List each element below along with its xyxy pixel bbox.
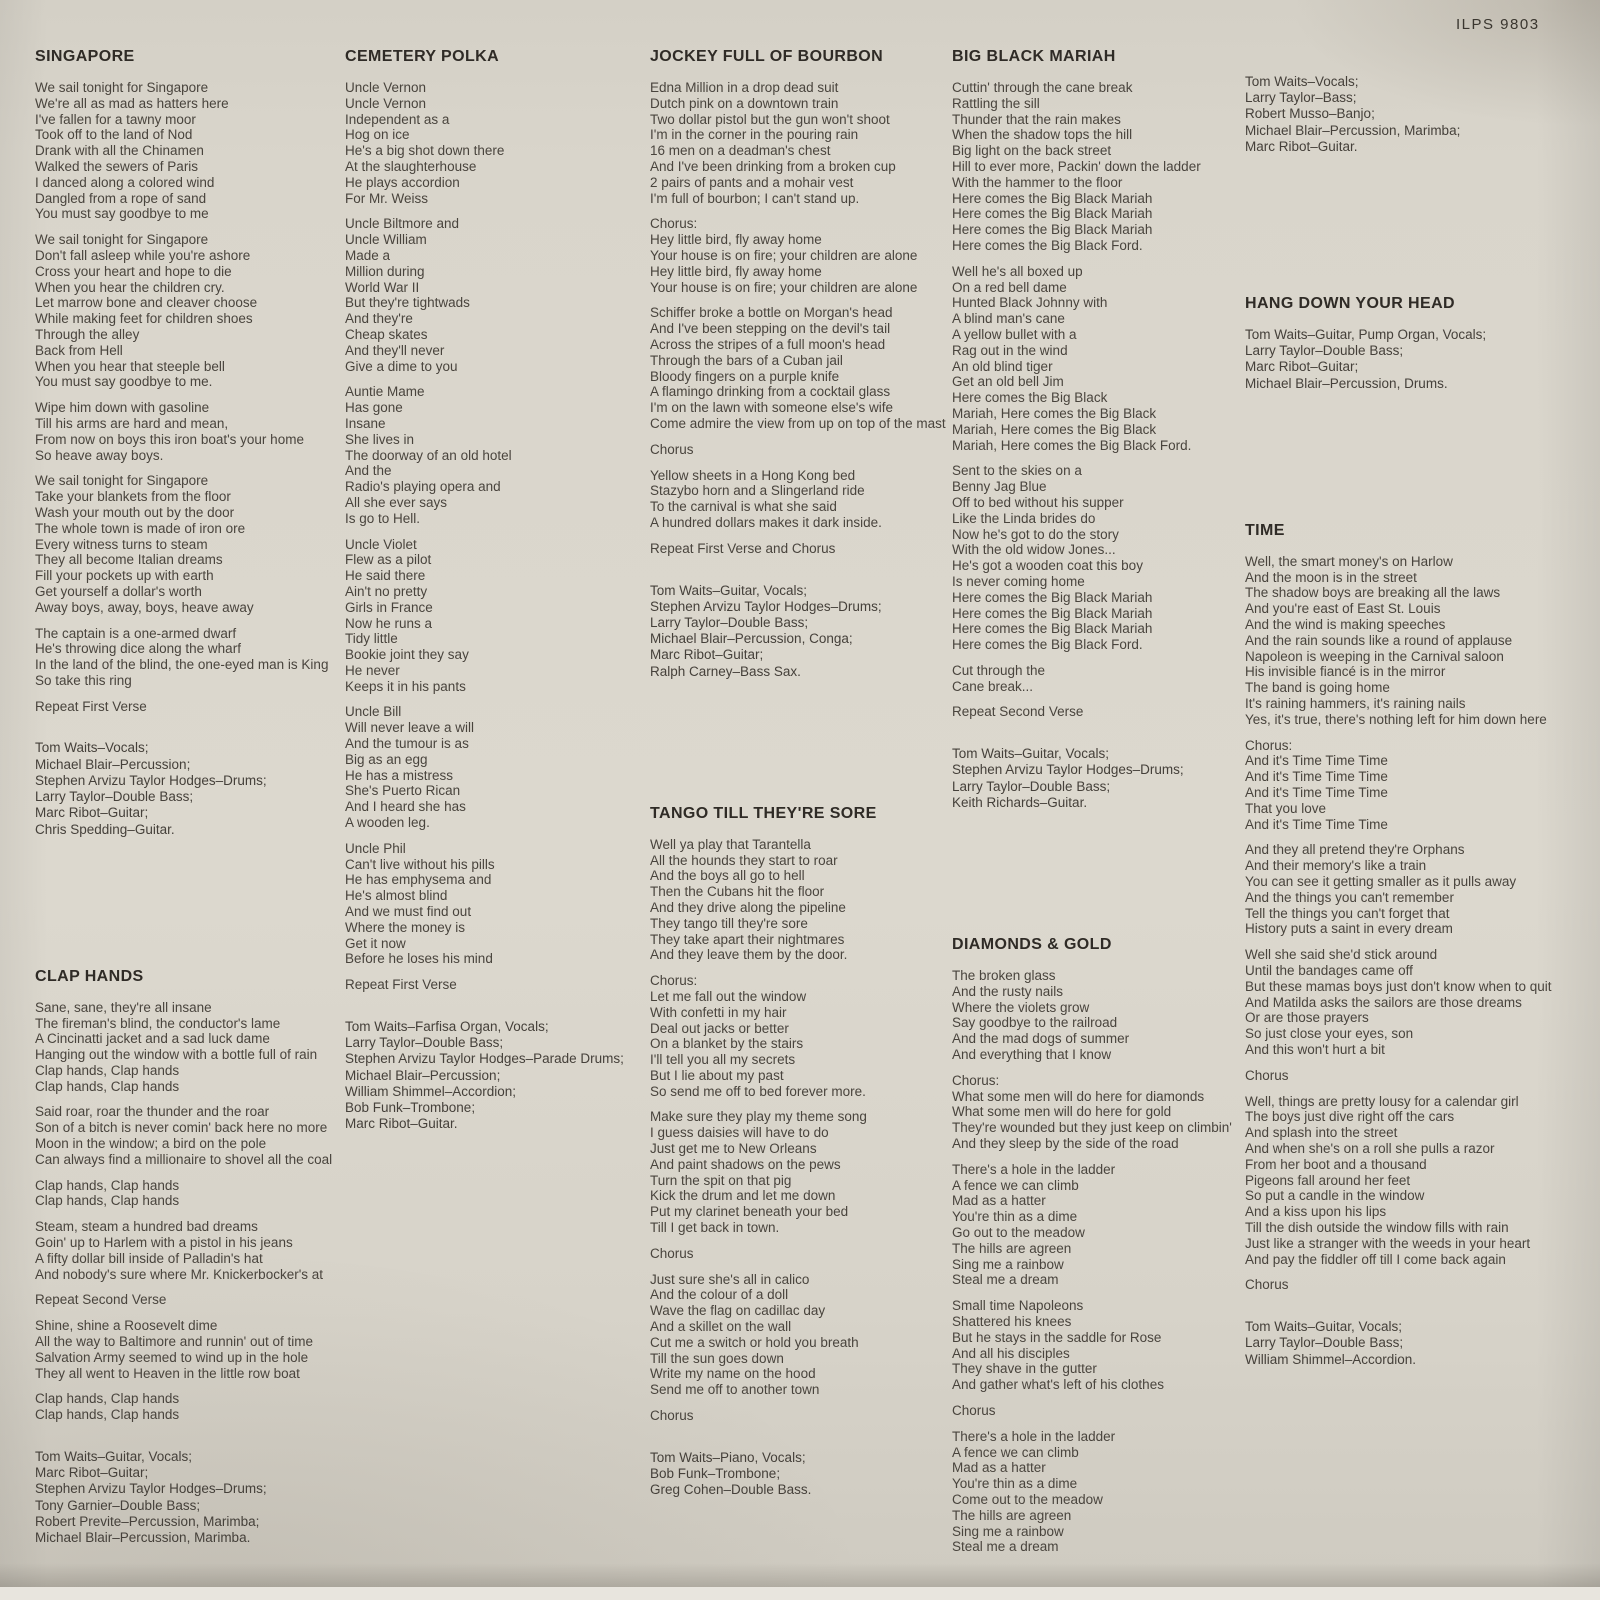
song-section — [35, 48, 337, 838]
stanza: Schiffer broke a bottle on Morgan's head And I've been stepping on the devil's tail Across the stripes of a full moon's head Through the bars of a Cuban jail Bloody fingers on a purple knife A flamingo drinking from a cocktail glass I'm on the lawn with someone else's wife Come admire the view from up on top of the mast — [650, 305, 946, 431]
stanza: Repeat First Verse — [345, 977, 457, 993]
stanza: Well, things are pretty lousy for a calendar girl The boys just dive right off the cars And splash into the street And when she's on a roll she pulls a razor From her boot and a thousand Pigeons fall around her feet So put a candle in the window And a kiss upon his lips Till the dish outside the window fills with rain Just like a stranger with the weeds in your heart And pay the fiddler off till I come back again — [1245, 1093, 1531, 1267]
stanza: We sail tonight for Singapore Don't fall asleep while you're ashore Cross your heart and hope to die When you hear the children cry. Let marrow bone and cleaver choose While making feet for children shoes Through the alley Back from Hell When you hear that steeple bell You must say goodbye to me. — [35, 232, 258, 390]
stanza: Chorus — [1245, 1067, 1289, 1083]
stanza: Small time Napoleons Shattered his knees But he stays in the saddle for Rose And all his disciples They shave in the gutter And gather what's left of his clothes — [952, 1298, 1164, 1393]
stanza: Yellow sheets in a Hong Kong bed Stazybo horn and a Slingerland ride To the carnival is what she said A hundred dollars makes it dark inside. — [650, 467, 882, 530]
musician-credits: Tom Waits–Guitar, Vocals; Stephen Arvizu Taylor Hodges–Drums; Larry Taylor–Double Bass; Keith Richards–Guitar. — [952, 746, 1184, 810]
song-section — [35, 968, 337, 1547]
stanza: Well ya play that Tarantella All the hounds they start to roar And the boys all go to hell Then the Cubans hit the floor And they drive along the pipeline They tango till they're sore They take apart their nightmares And they leave them by the door. — [650, 836, 848, 963]
musician-credits: Tom Waits–Vocals; Michael Blair–Percussion; Stephen Arvizu Taylor Hodges–Drums; Larry Taylor–Double Bass; Marc Ribot–Guitar; Chris Spedding–Guitar. — [35, 740, 267, 837]
stanza: Wipe him down with gasoline Till his arms are hard and mean, From now on boys this iron boat's your home So heave away boys. — [35, 400, 304, 463]
musician-credits: Tom Waits–Piano, Vocals; Bob Funk–Trombone; Greg Cohen–Double Bass. — [650, 1449, 812, 1498]
stanza: Sent to the skies on a Benny Jag Blue Off to bed without his supper Like the Linda brides do Now he's got to do the story With the old widow Jones... He's got a wooden coat this boy Is never coming home Here comes the Big Black Mariah Here comes the Big Black Mariah Here comes the Big Black Mariah Here comes the Big Black Ford. — [952, 463, 1153, 653]
stanza: Chorus: Let me fall out the window With confetti in my hair Deal out jacks or better On a blanket by the stairs I'll tell you all my secrets But I lie about my past So send me off to bed forever more. — [650, 973, 866, 1099]
stanza: Clap hands, Clap hands Clap hands, Clap hands — [35, 1177, 180, 1209]
song-section — [952, 48, 1244, 811]
stanza: There's a hole in the ladder A fence we can climb Mad as a hatter You're thin as a dime Go out to the meadow The hills are agreen Sing me a rainbow Steal me a dream — [952, 1161, 1116, 1288]
stanza: There's a hole in the ladder A fence we can climb Mad as a hatter You're thin as a dime Come out to the meadow The hills are agreen Sing me a rainbow Steal me a dream — [952, 1428, 1116, 1555]
sleeve-bottom-shadow — [0, 1563, 1600, 1587]
stanza: Uncle Bill Will never leave a will And the tumour is as Big as an egg He has a mistress She's Puerto Rican And I heard she has A wooden leg. — [345, 704, 475, 831]
stanza: Chorus — [650, 441, 694, 457]
stanza: Edna Million in a drop dead suit Dutch pink on a downtown train Two dollar pistol but the gun won't shoot I'm in the corner in the pouring rain 16 men on a deadman's chest And I've been drinking from a broken cup 2 pairs of pants and a mohair vest I'm full of bourbon; I can't stand up. — [650, 80, 896, 206]
song-title: JOCKEY FULL OF BOURBON — [650, 48, 884, 65]
musician-credits: Tom Waits–Farfisa Organ, Vocals; Larry Taylor–Double Bass; Stephen Arvizu Taylor Hodges–Parade Drums; Michael Blair–Percussion; William Shimmel–Accordion; Bob Funk–Trombone; Marc Ribot–Guitar. — [345, 1019, 624, 1132]
stanza: Uncle Biltmore and Uncle William Made a Million during World War II But they're tightwads And they're Cheap skates And they'll never Give a dime to you — [345, 216, 470, 374]
stanza: Chorus — [1245, 1277, 1289, 1293]
stanza: Well she said she'd stick around Until the bandages came off But these mamas boys just don't know when to quit And Matilda asks the sailors are those dreams Or are those prayers So just close your eyes, son And this won't hurt a bit — [1245, 947, 1552, 1057]
column — [35, 48, 337, 1546]
musician-credits: Tom Waits–Guitar, Vocals; Larry Taylor–Double Bass; William Shimmel–Accordion. — [1245, 1319, 1417, 1367]
stanza: The broken glass And the rusty nails Where the violets grow Say goodbye to the railroad And the mad dogs of summer And everything that I know — [952, 968, 1130, 1063]
song-section — [952, 936, 1244, 1555]
stanza: Repeat First Verse — [35, 698, 147, 714]
stanza: Cut through the Cane break... — [952, 662, 1046, 694]
song-title: DIAMONDS & GOLD — [952, 936, 1112, 954]
stanza: Sane, sane, they're all insane The fireman's blind, the conductor's lame A Cincinatti jacket and a sad luck dame Hanging out the window with a bottle full of rain Clap hands, Clap hands Clap hands, Clap hands — [35, 999, 318, 1094]
stanza: Chorus: Hey little bird, fly away home Your house is on fire; your children are alone Hey little bird, fly away home Your house is on fire; your children are alone — [650, 216, 918, 295]
stanza: Well he's all boxed up On a red bell dame Hunted Black Johnny with A blind man's cane A yellow bullet with a Rag out in the wind An old blind tiger Get an old bell Jim Here comes the Big Black Mariah, Here comes the Big Black Mariah, Here comes the Big Black Mariah, Here comes the Big Black Ford. — [952, 263, 1192, 453]
song-title: CLAP HANDS — [35, 967, 144, 985]
musician-credits: Tom Waits–Vocals; Larry Taylor–Bass; Robert Musso–Banjo; Michael Blair–Percussion, Marimba; Marc Ribot–Guitar. — [1245, 74, 1461, 154]
song-section — [345, 48, 647, 1132]
song-title: BIG BLACK MARIAH — [952, 48, 1116, 65]
column — [345, 48, 647, 1132]
stanza: Chorus: And it's Time Time Time And it's Time Time Time And it's Time Time Time That you love And it's Time Time Time — [1245, 737, 1388, 832]
stanza: Clap hands, Clap hands Clap hands, Clap hands — [35, 1391, 180, 1423]
stanza: The captain is a one-armed dwarf He's throwing dice along the wharf In the land of the blind, the one-eyed man is King So take this ring — [35, 625, 329, 688]
song-title: SINGAPORE — [35, 48, 135, 65]
stanza: Chorus: What some men will do here for diamonds What some men will do here for gold They're wounded but they just keep on climbin' And they sleep by the side of the road — [952, 1072, 1232, 1152]
stanza: Chorus — [650, 1408, 694, 1424]
column — [650, 48, 958, 1498]
stanza: Uncle Violet Flew as a pilot He said there Ain't no pretty Girls in France Now he runs a Tidy little Bookie joint they say He never Keeps it in his pants — [345, 536, 469, 694]
song-section — [1245, 522, 1590, 1368]
stanza: Repeat Second Verse — [952, 704, 1084, 720]
song-title: CEMETERY POLKA — [345, 48, 500, 65]
stanza: Uncle Vernon Uncle Vernon Independent as a Hog on ice He's a big shot down there At the slaughterhouse He plays accordion For Mr. Weiss — [345, 80, 505, 206]
stanza: Repeat First Verse and Chorus — [650, 540, 836, 556]
column — [1245, 48, 1590, 1368]
stanza: Steam, steam a hundred bad dreams Goin' up to Harlem with a pistol in his jeans A fifty dollar bill inside of Palladin's hat And nobody's sure where Mr. Knickerbocker's at — [35, 1219, 324, 1282]
musician-credits: Tom Waits–Guitar, Vocals; Stephen Arvizu Taylor Hodges–Drums; Larry Taylor–Double Bass; Michael Blair–Percussion, Conga; Marc Ribot–Guitar; Ralph Carney–Bass Sax. — [650, 582, 882, 679]
catalog-number: ILPS 9803 — [1456, 16, 1540, 33]
stanza: Well, the smart money's on Harlow And the moon is in the street The shadow boys are breaking all the laws And you're east of East St. Louis And the wind is making speeches And the rain sounds like a round of applause Napoleon is weeping in the Carnival saloon His invisible fiancé is in the mirror The band is going home It's raining hammers, it's raining nails Yes, it's true, there's nothing left for him down here — [1245, 553, 1547, 727]
stanza: Repeat Second Verse — [35, 1292, 167, 1308]
stanza: Cuttin' through the cane break Rattling the sill Thunder that the rain makes When the shadow tops the hill Big light on the back street Hill to ever more, Packin' down the ladder With the hammer to the floor Here comes the Big Black Mariah Here comes the Big Black Mariah Here comes the Big Black Mariah Here comes the Big Black Ford. — [952, 80, 1201, 253]
musician-credits: Tom Waits–Guitar, Vocals; Marc Ribot–Guitar; Stephen Arvizu Taylor Hodges–Drums; Tony Garnier–Double Bass; Robert Previte–Percussion, Marimba; Michael Blair–Percussion, Marimba. — [35, 1449, 267, 1546]
stanza: Just sure she's all in calico And the colour of a doll Wave the flag on cadillac day And a skillet on the wall Cut me a switch or hold you breath Till the sun goes down Write my name on the hood Send me off to another town — [650, 1271, 859, 1398]
song-title: HANG DOWN YOUR HEAD — [1245, 295, 1455, 313]
column — [952, 48, 1244, 1565]
song-title: TANGO TILL THEY'RE SORE — [650, 804, 877, 822]
stanza: Shine, shine a Roosevelt dime All the way to Baltimore and runnin' out of time Salvation Army seemed to wind up in the hole They all went to Heaven in the little row boat — [35, 1318, 313, 1381]
song-section — [650, 48, 958, 680]
stanza: Chorus — [650, 1245, 694, 1261]
stanza: We sail tonight for Singapore Take your blankets from the floor Wash your mouth out by the door The whole town is made of iron ore Every witness turns to steam They all become Italian dreams Fill your pockets up with earth Get yourself a dollar's worth Away boys, away, boys, heave away — [35, 473, 254, 615]
background-surface — [0, 1587, 1600, 1600]
stanza: We sail tonight for Singapore We're all as mad as hatters here I've fallen for a tawny moor Took off to the land of Nod Drank with all the Chinamen Walked the sewers of Paris I danced along a colored wind Dangled from a rope of sand You must say goodbye to me — [35, 80, 229, 222]
song-section — [1245, 295, 1590, 392]
stanza: Make sure they play my theme song I guess daisies will have to do Just get me to New Orleans And paint shadows on the pews Turn the spit on that pig Kick the drum and let me down Put my clarinet beneath your bed Till I get back in town. — [650, 1109, 867, 1236]
stanza: Said roar, roar the thunder and the roar Son of a bitch is never comin' back here no more Moon in the window; a bird on the pole Can always find a millionaire to shovel all the coal — [35, 1104, 333, 1167]
song-title: TIME — [1245, 521, 1285, 539]
song-section — [1245, 74, 1590, 155]
stanza: Auntie Mame Has gone Insane She lives in The doorway of an old hotel And the Radio's playing opera and All she ever says Is go to Hell. — [345, 384, 512, 526]
stanza: And they all pretend they're Orphans And their memory's like a train You can see it getting smaller as it pulls away And the things you can't remember Tell the things you can't forget that History puts a saint in every dream — [1245, 842, 1517, 937]
musician-credits: Tom Waits–Guitar, Pump Organ, Vocals; Larry Taylor–Double Bass; Marc Ribot–Guitar; Michael Blair–Percussion, Drums. — [1245, 327, 1487, 391]
stanza: Uncle Phil Can't live without his pills He has emphysema and He's almost blind And we must find out Where the money is Get it now Before he loses his mind — [345, 840, 495, 967]
song-section — [650, 805, 958, 1499]
stanza: Chorus — [952, 1403, 996, 1419]
